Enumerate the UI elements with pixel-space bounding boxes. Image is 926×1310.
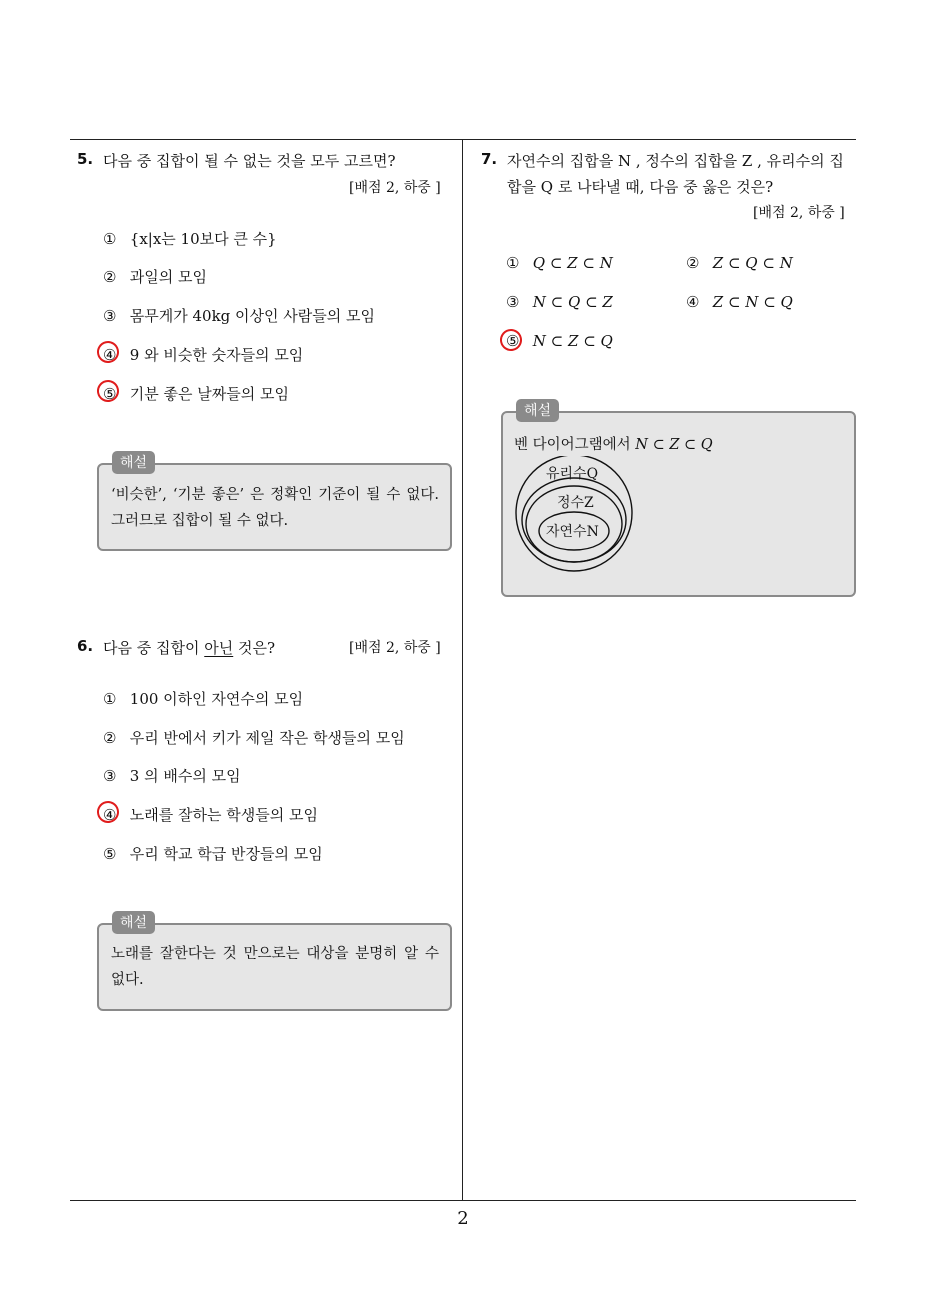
option-text: 3 의 배수의 모임	[129, 767, 241, 785]
option-text: Q ⊂ Z ⊂ N	[532, 254, 613, 272]
solution-label: 해설	[112, 911, 155, 934]
option-number: ③	[103, 307, 117, 325]
option-number: ⑤	[103, 385, 117, 403]
page-number: 2	[457, 1208, 469, 1229]
question-text-line-1: 자연수의 집합을 N , 정수의 집합을 Z , 유리수의 집	[507, 152, 844, 170]
solution-text: 노래를 잘한다는 것 만으로는 대상을 분명히 알 수 없다.	[111, 946, 439, 988]
question-text-line-2: 합을 Q 로 나타낼 때, 다음 중 옳은 것은?	[507, 178, 774, 196]
option-3[interactable]	[103, 765, 241, 786]
option-3[interactable]	[506, 293, 613, 311]
option-2[interactable]	[103, 266, 207, 287]
option-number: ①	[103, 690, 117, 708]
solution-label: 해설	[516, 399, 559, 422]
option-text: 우리 반에서 키가 제일 작은 학생들의 모임	[129, 729, 405, 747]
question-number: 6.	[77, 637, 94, 655]
option-2[interactable]	[686, 254, 793, 272]
option-5[interactable]	[103, 843, 323, 864]
option-text: 몸무게가 40kg 이상인 사람들의 모임	[129, 307, 376, 325]
option-number: ②	[103, 268, 117, 286]
question-number: 5.	[77, 150, 94, 168]
top-rule	[70, 139, 856, 140]
option-number: ②	[103, 729, 117, 747]
option-1[interactable]	[103, 688, 303, 709]
option-number: ④	[103, 346, 117, 364]
option-text: 9 와 비슷한 숫자들의 모임	[129, 346, 304, 364]
underlined-word: 아닌	[204, 639, 234, 657]
solution-text: 벤 다이어그램에서 N ⊂ Z ⊂ Q	[514, 437, 713, 453]
question-text: 다음 중 집합이 아닌 것은?	[103, 639, 276, 657]
option-text: Z ⊂ N ⊂ Q	[712, 293, 793, 311]
question-text: 다음 중 집합이 될 수 없는 것을 모두 고르면?	[103, 152, 396, 170]
score-meta: [배점 2, 하중 ]	[349, 640, 441, 656]
option-number: ④	[103, 806, 117, 824]
option-4[interactable]	[103, 344, 303, 365]
option-3[interactable]	[103, 305, 375, 326]
option-number: ⑤	[103, 845, 117, 863]
bottom-rule	[70, 1200, 856, 1201]
venn-label-middle: 정수Z	[557, 495, 594, 511]
option-4[interactable]	[686, 293, 793, 311]
option-number: ①	[103, 230, 117, 248]
venn-label-outer: 유리수Q	[546, 466, 599, 482]
option-text: {x|x는 10보다 큰 수}	[129, 230, 277, 248]
option-number: ②	[686, 254, 700, 272]
option-text: N ⊂ Q ⊂ Z	[532, 293, 613, 311]
option-1[interactable]	[506, 254, 613, 272]
option-1[interactable]	[103, 228, 277, 249]
score-meta: [배점 2, 하중 ]	[753, 205, 845, 221]
option-number: ⑤	[506, 332, 520, 350]
option-number: ③	[506, 293, 520, 311]
solution-label: 해설	[112, 451, 155, 474]
option-text: 우리 학교 학급 반장들의 모임	[129, 845, 323, 863]
option-text: N ⊂ Z ⊂ Q	[532, 332, 613, 350]
question-number: 7.	[481, 150, 498, 168]
score-meta: [배점 2, 하중 ]	[349, 180, 441, 196]
venn-label-inner: 자연수N	[546, 524, 599, 540]
option-text: 기분 좋은 날짜들의 모임	[129, 385, 289, 403]
option-number: ①	[506, 254, 520, 272]
column-divider	[462, 139, 463, 1201]
option-2[interactable]	[103, 727, 405, 748]
option-number: ④	[686, 293, 700, 311]
option-text: 노래를 잘하는 학생들의 모임	[129, 806, 318, 824]
solution-text: ‘비슷한’, ‘기분 좋은’ 은 정확인 기준이 될 수 없다. 그러므로 집합이 될 수 없다.	[111, 487, 439, 529]
option-number: ③	[103, 767, 117, 785]
option-text: 100 이하인 자연수의 모임	[129, 690, 304, 708]
option-4[interactable]	[103, 804, 318, 825]
option-text: Z ⊂ Q ⊂ N	[712, 254, 793, 272]
option-5[interactable]	[103, 383, 289, 404]
option-text: 과일의 모임	[129, 268, 207, 286]
solution-math: N ⊂ Z ⊂ Q	[635, 437, 713, 453]
